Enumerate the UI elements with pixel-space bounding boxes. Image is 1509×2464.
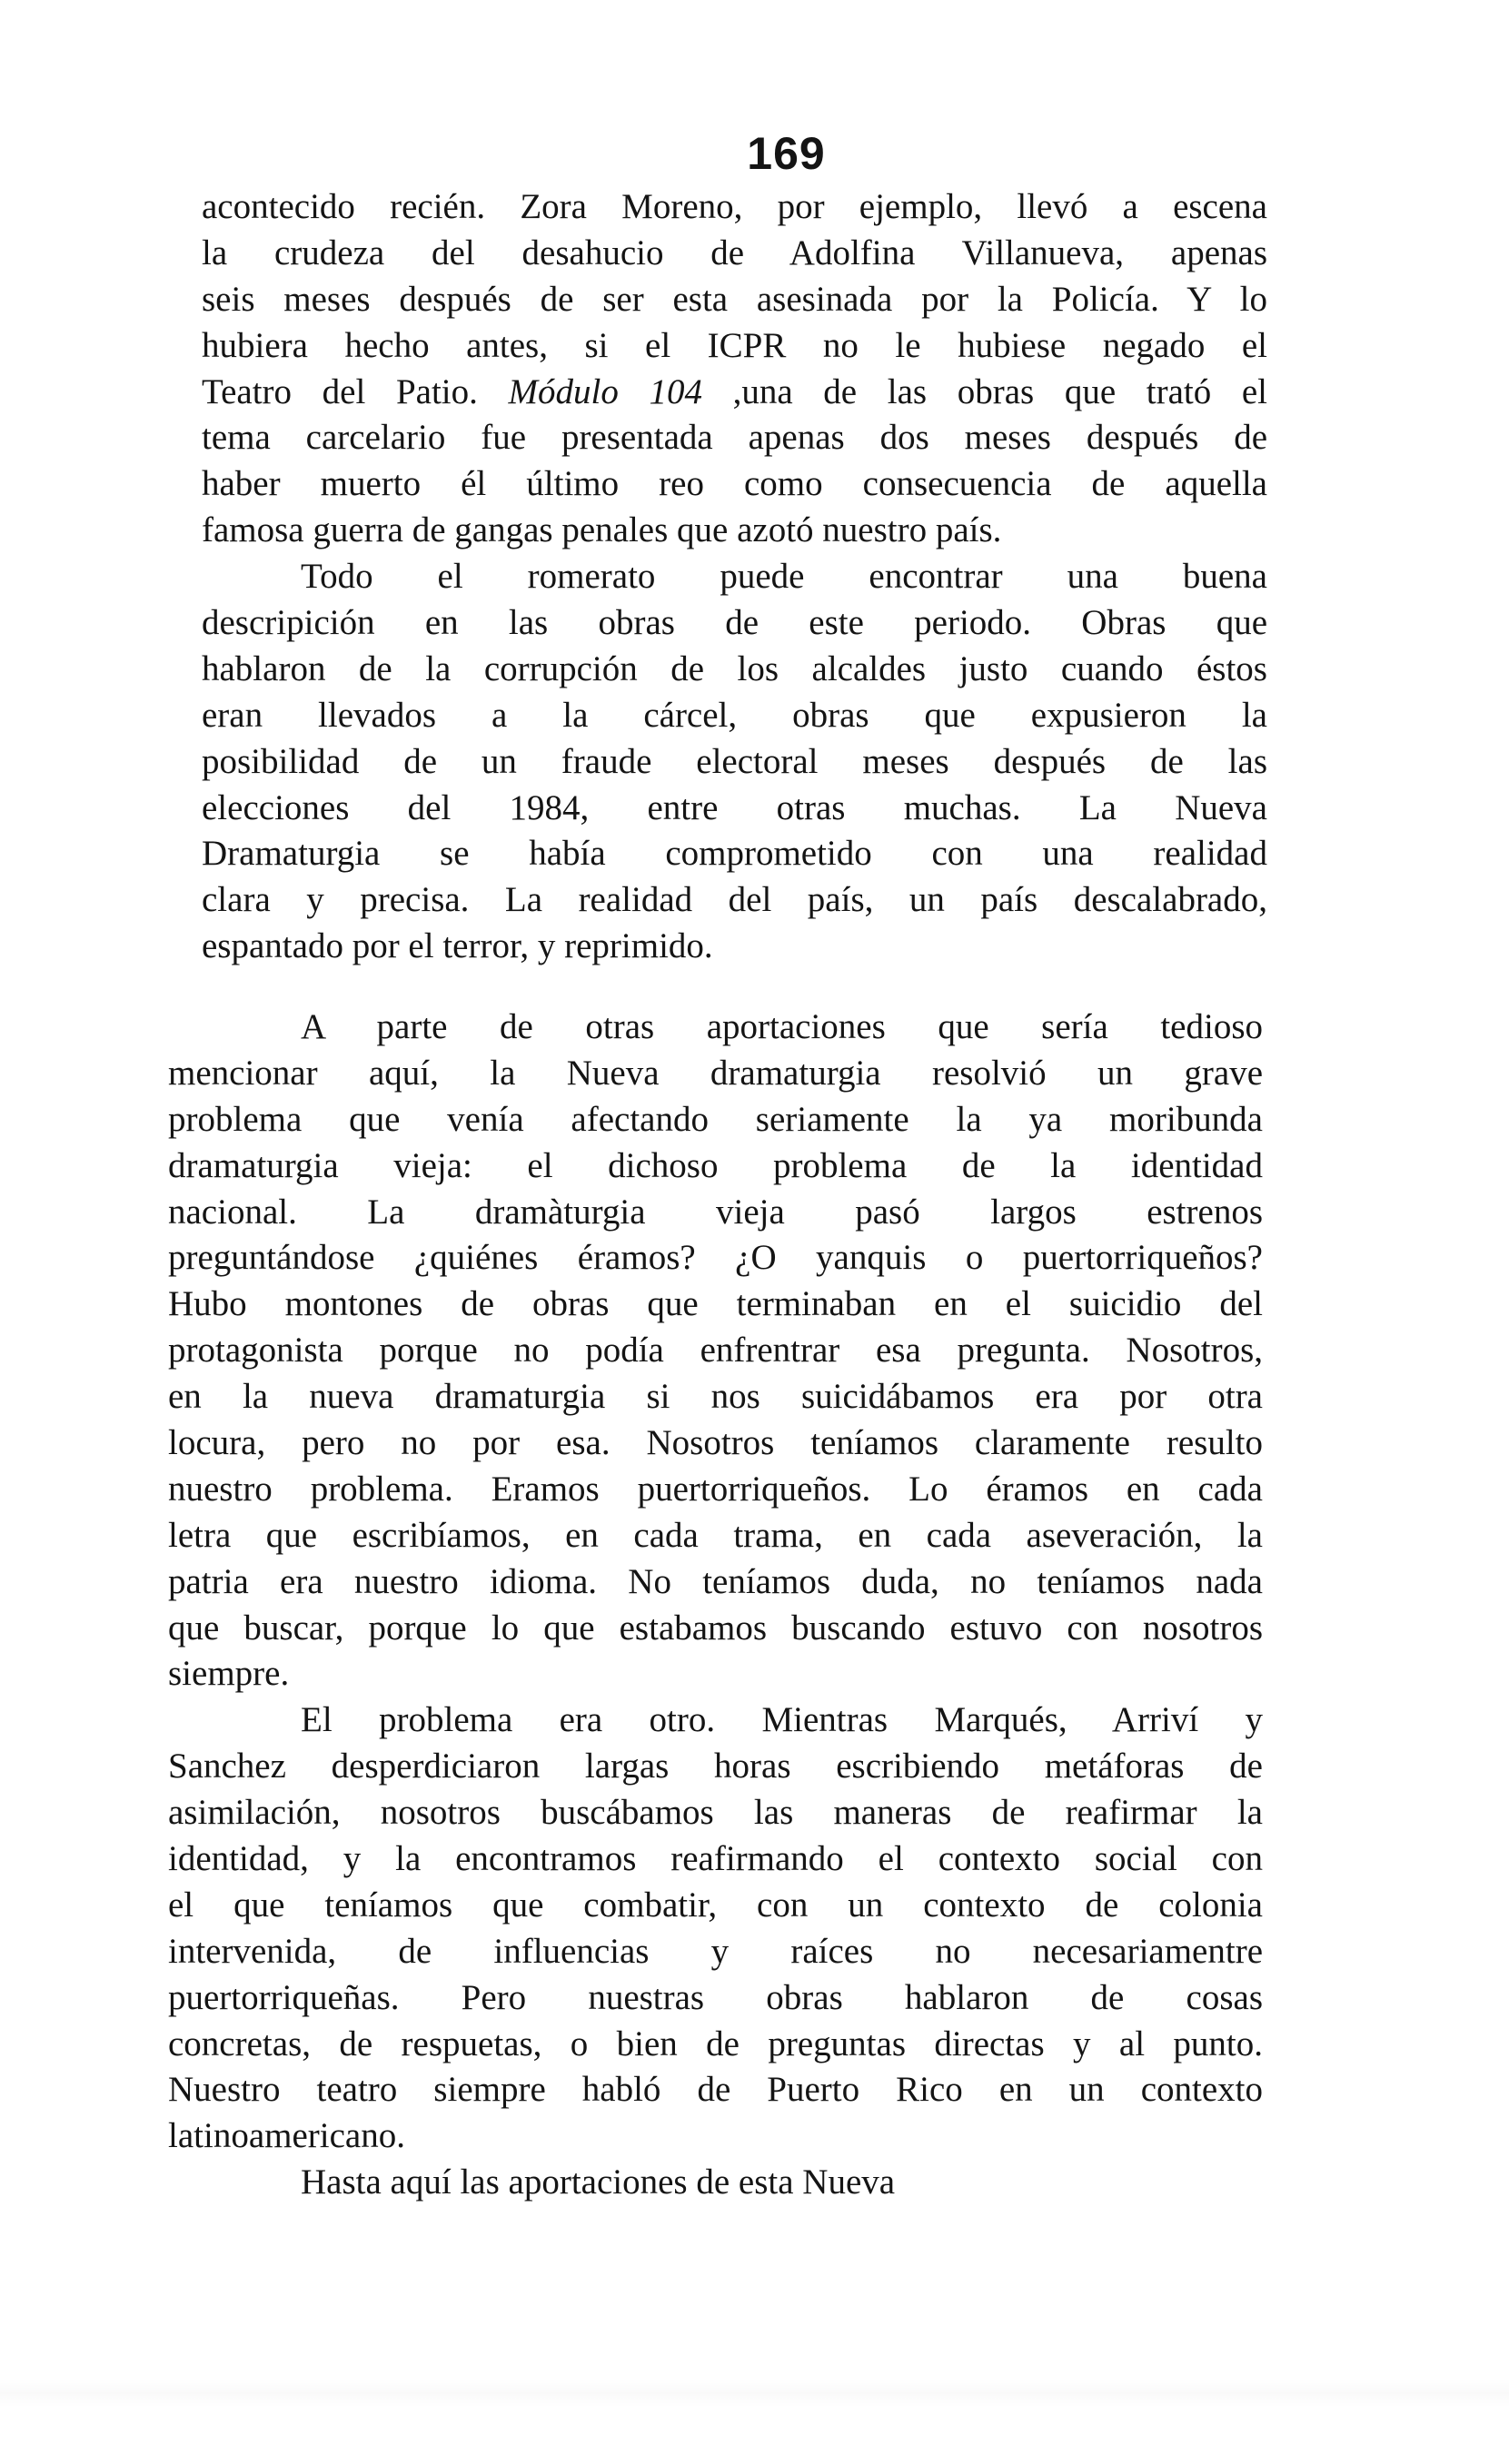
text-line: espantado por el terror, y reprimido. (202, 926, 713, 966)
text-line: Sanchez desperdiciaron largas horas escribiendo metáforas de (168, 1747, 1263, 1786)
paragraph (168, 1697, 1263, 2160)
text-block-bottom (168, 1004, 1263, 2206)
text-line: A parte de otras aportaciones que sería tedioso (301, 1007, 1263, 1046)
text-line: seis meses después de ser esta asesinada por la Policía. Y lo (202, 279, 1267, 319)
text-line: en la nueva dramaturgia si nos suicidábamos era por otra (168, 1377, 1263, 1417)
text-line: haber muerto él último reo como consecuencia de aquella (202, 464, 1267, 504)
text-line: la crudeza del desahucio de Adolfina Villanueva, apenas (202, 233, 1267, 272)
text-line: asimilación, nosotros buscábamos las maneras de reafirmar la (168, 1793, 1263, 1833)
text-line: puertorriqueñas. Pero nuestras obras hablaron de cosas (168, 1977, 1263, 2017)
text-line: nuestro problema. Eramos puertorriqueños. Lo éramos en cada (168, 1469, 1263, 1509)
text-line: Nuestro teatro siempre habló de Puerto Rico en un contexto (168, 2070, 1263, 2110)
paragraph (168, 1004, 1263, 1697)
text-line: posibilidad de un fraude electoral meses después de las (202, 741, 1267, 781)
text-line: dramaturgia vieja: el dichoso problema de la identidad (168, 1145, 1263, 1185)
text-line: hablaron de la corrupción de los alcaldes justo cuando éstos (202, 648, 1267, 688)
text-line: latinoamericano. (168, 2116, 405, 2156)
italic-title: Módulo 104 (508, 371, 702, 411)
text-line: hubiera hecho antes, si el ICPR no le hubiese negado el (202, 325, 1267, 365)
text-line: mencionar aquí, la Nueva dramaturgia resolvió un grave (168, 1053, 1263, 1093)
text-line: acontecido recién. Zora Moreno, por ejemplo, llevó a escena (202, 187, 1267, 226)
text-line: locura, pero no por esa. Nosotros teníamos claramente resulto (168, 1423, 1263, 1463)
scan-shadow (0, 2380, 1509, 2407)
text-line: preguntándose ¿quiénes éramos? ¿O yanquis o puertorriqueños? (168, 1238, 1263, 1278)
text-line: eran llevados a la cárcel, obras que expusieron la (202, 695, 1267, 735)
text-line: tema carcelario fue presentada apenas dos meses después de (202, 418, 1267, 458)
text-line: descripición en las obras de este periodo. Obras que (202, 603, 1267, 643)
text-line: siempre. (168, 1654, 290, 1694)
text-line: letra que escribíamos, en cada trama, en cada aseveración, la (168, 1515, 1263, 1555)
text-line: Teatro del Patio. Módulo 104 ,una de las obras que trató el (202, 371, 1268, 411)
text-line: Dramaturgia se había comprometido con una realidad (202, 834, 1267, 874)
text-line: concretas, de respuetas, o bien de preguntas directas y al punto. (168, 2024, 1263, 2063)
text-line: que buscar, porque lo que estabamos buscando estuvo con nosotros (168, 1608, 1263, 1648)
text-line: el que teníamos que combatir, con un contexto de colonia (168, 1885, 1263, 1925)
text-line: intervenida, de influencias y raíces no necesariamentre (168, 1931, 1263, 1971)
text-line: nacional. La dramàturgia vieja pasó largos estrenos (168, 1192, 1263, 1232)
paragraph (168, 2160, 1263, 2206)
text-line: problema que venía afectando seriamente la ya moribunda (168, 1099, 1263, 1139)
text-line: protagonista porque no podía enfrentrar esa pregunta. Nosotros, (168, 1331, 1263, 1371)
page-number: 169 (747, 128, 826, 179)
text-line: Hasta aquí las aportaciones de esta Nueva (301, 2162, 896, 2202)
text-line: clara y precisa. La realidad del país, un país descalabrado, (202, 880, 1267, 920)
text-line: patria era nuestro idioma. No teníamos duda, no teníamos nada (168, 1561, 1263, 1601)
text-line: Hubo montones de obras que terminaban en el suicidio del (168, 1284, 1263, 1324)
text-line: Todo el romerato puede encontrar una buena (301, 557, 1267, 597)
paragraph (202, 554, 1267, 970)
text-line: famosa guerra de gangas penales que azotó nuestro país. (202, 510, 1002, 550)
paragraph (202, 184, 1267, 554)
text-line: elecciones del 1984, entre otras muchas. La Nueva (202, 787, 1267, 827)
text-line: El problema era otro. Mientras Marqués, Arriví y (301, 1700, 1263, 1740)
text-block-top (202, 184, 1267, 970)
text-line: identidad, y la encontramos reafirmando el contexto social con (168, 1839, 1263, 1879)
